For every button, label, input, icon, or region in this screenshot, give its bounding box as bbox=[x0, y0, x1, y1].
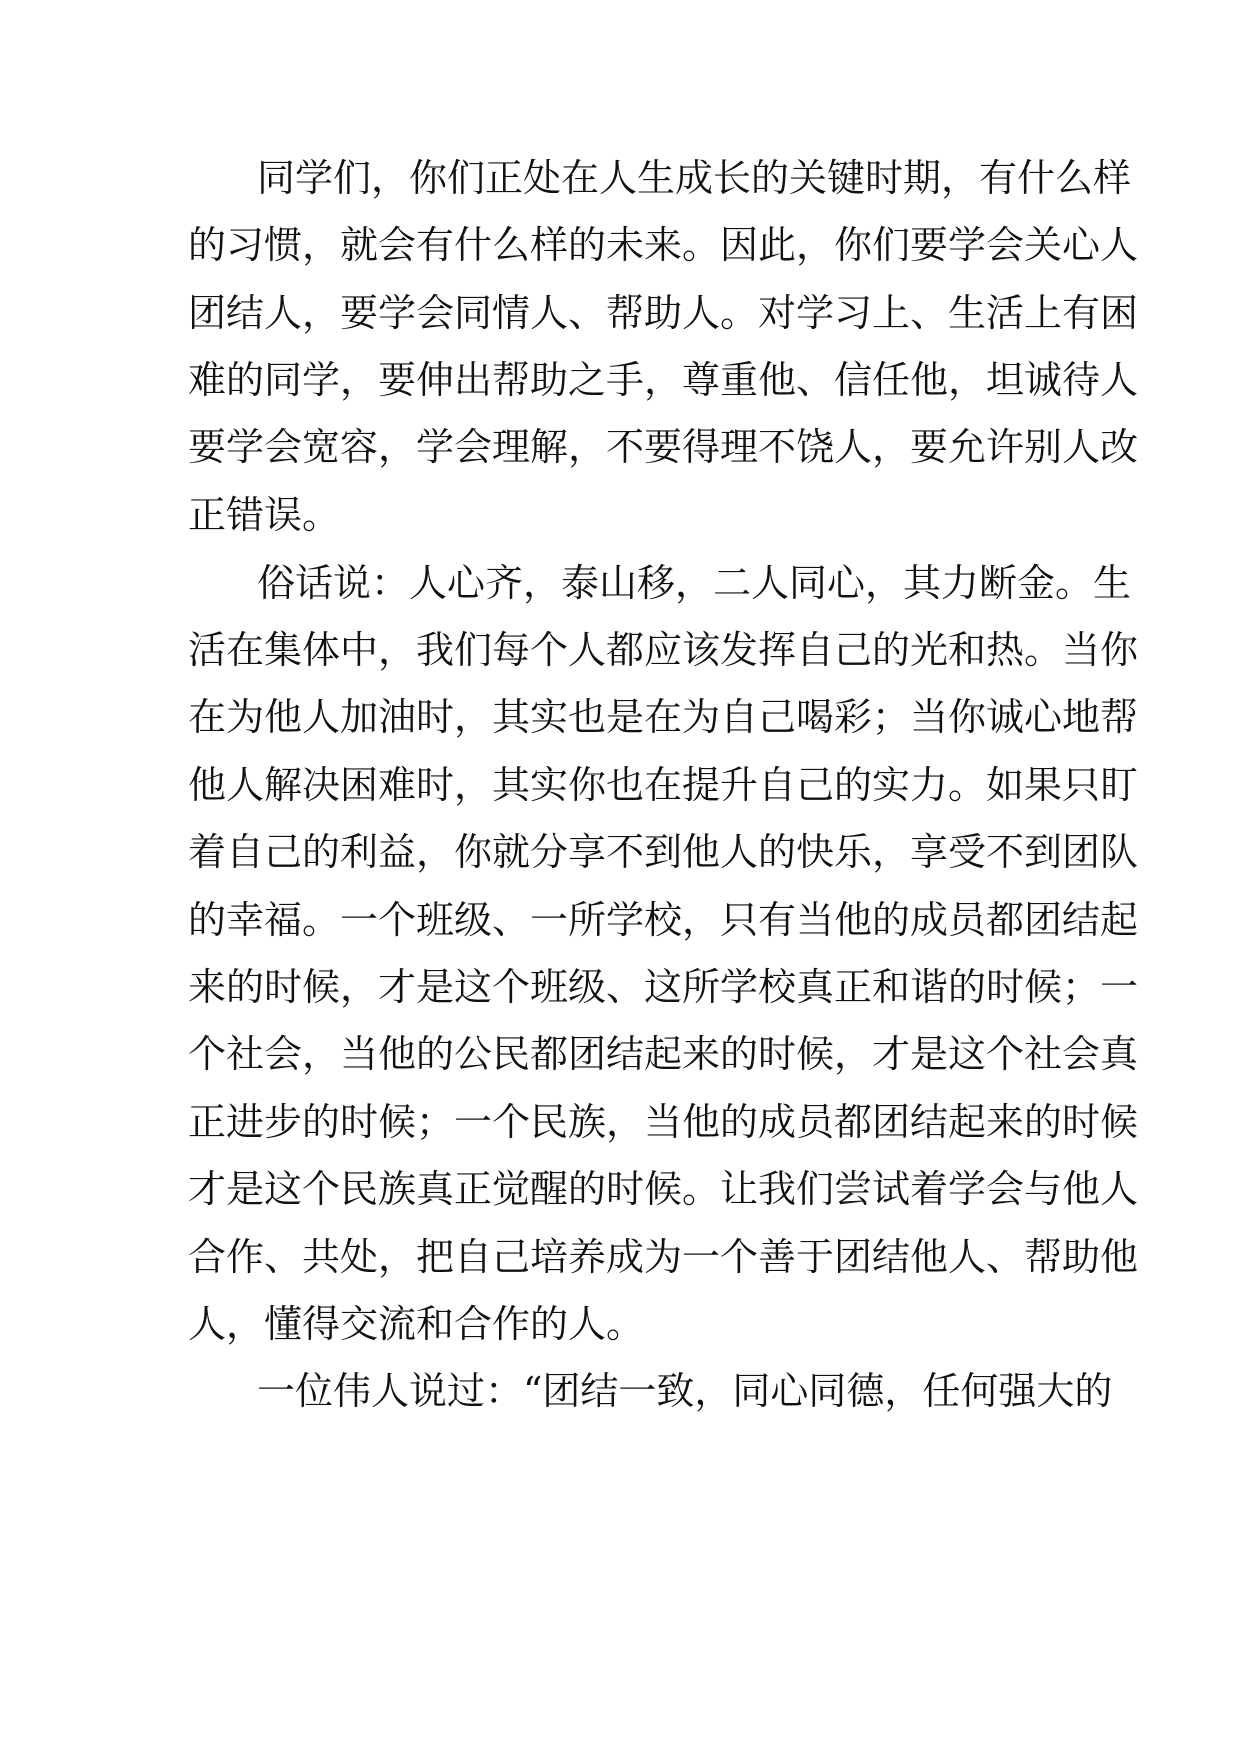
paragraph-2-line-11: 合作、共处，把自己培养成为一个善于团结他人、帮助他 bbox=[188, 1235, 1139, 1279]
paragraph-2-line-10: 才是这个民族真正觉醒的时候。让我们尝试着学会与他人 bbox=[188, 1167, 1139, 1211]
paragraph-1-line-1: 同学们，你们正处在人生成长的关键时期，有什么样 bbox=[257, 156, 1132, 200]
paragraph-2-line-3: 在为他人加油时，其实也是在为自己喝彩；当你诚心地帮 bbox=[188, 695, 1139, 739]
paragraph-2-line-2: 活在集体中，我们每个人都应该发挥自己的光和热。当你 bbox=[188, 628, 1139, 672]
paragraph-3-line-1: 一位伟人说过：“团结一致，同心同德，任何强大的 bbox=[257, 1369, 1113, 1413]
paragraph-2-line-7: 来的时候，才是这个班级、这所学校真正和谐的时候；一 bbox=[188, 965, 1139, 1009]
paragraph-2-line-12: 人，懂得交流和合作的人。 bbox=[188, 1302, 645, 1346]
paragraph-1-line-6: 正错误。 bbox=[188, 493, 341, 537]
paragraph-1-line-5: 要学会宽容，学会理解，不要得理不饶人，要允许别人改 bbox=[188, 425, 1139, 469]
paragraph-1-line-4: 难的同学，要伸出帮助之手，尊重他、信任他，坦诚待人 bbox=[188, 358, 1139, 402]
paragraph-2-line-6: 的幸福。一个班级、一所学校，只有当他的成员都团结起 bbox=[188, 898, 1139, 942]
paragraph-2-line-8: 个社会，当他的公民都团结起来的时候，才是这个社会真 bbox=[188, 1032, 1139, 1076]
paragraph-2-line-1: 俗话说：人心齐，泰山移，二人同心，其力断金。生 bbox=[257, 561, 1132, 605]
paragraph-2-line-9: 正进步的时候；一个民族，当他的成员都团结起来的时候 bbox=[188, 1100, 1139, 1144]
paragraph-2-line-5: 着自己的利益，你就分享不到他人的快乐，享受不到团队 bbox=[188, 830, 1139, 874]
paragraph-1-line-3: 团结人，要学会同情人、帮助人。对学习上、生活上有困 bbox=[188, 291, 1139, 335]
paragraph-2-line-4: 他人解决困难时，其实你也在提升自己的实力。如果只盯 bbox=[188, 763, 1139, 807]
paragraph-1-line-2: 的习惯，就会有什么样的未来。因此，你们要学会关心人 bbox=[188, 223, 1139, 267]
